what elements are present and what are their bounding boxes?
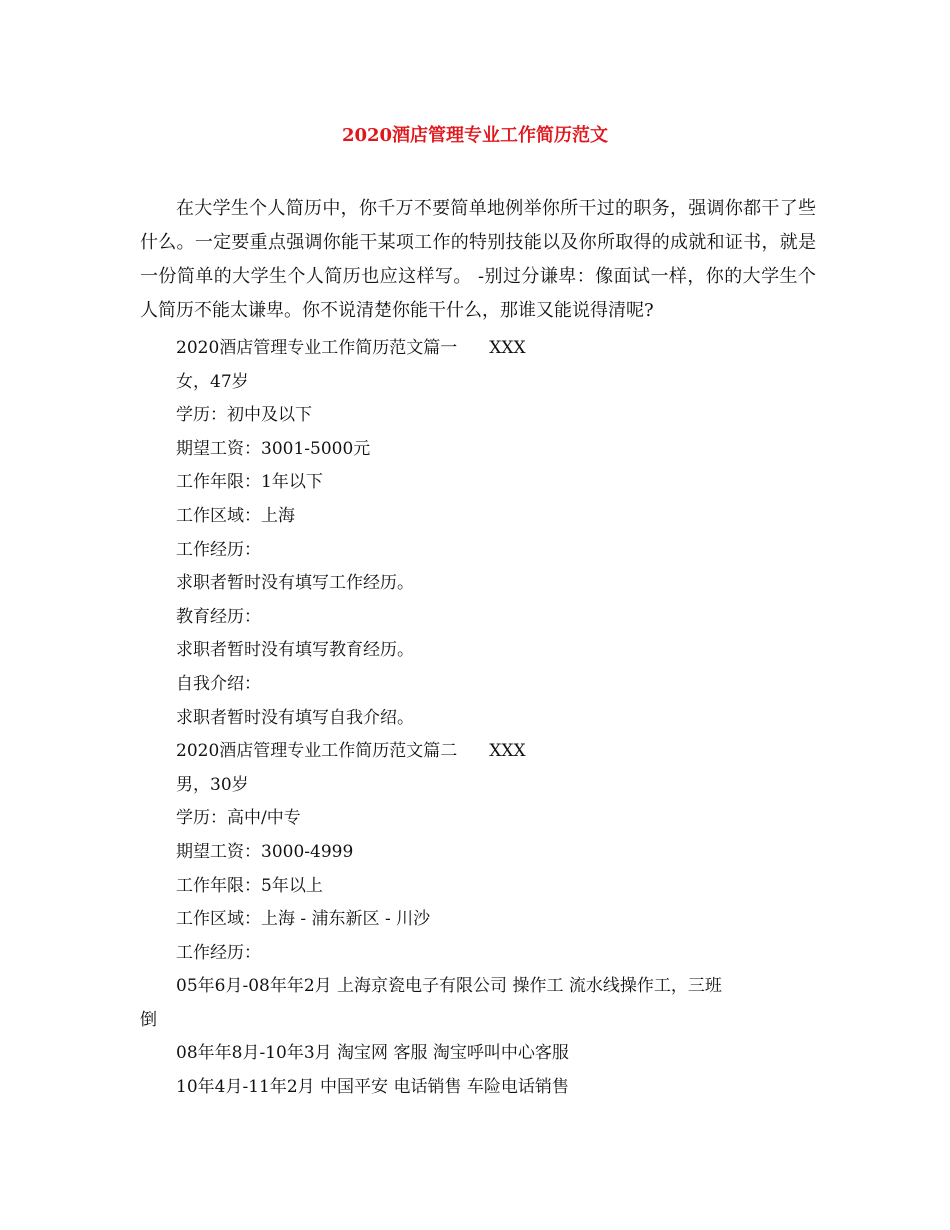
resume1-education: 学历：初中及以下: [176, 405, 312, 426]
resume1-gender-age: 女，47岁: [176, 371, 249, 392]
resume1-edu-label: 教育经历：: [176, 606, 261, 627]
resume2-job3: 10年4月-11年2月 中国平安 电话销售 车险电话销售: [176, 1077, 569, 1098]
resume1-self-label: 自我介绍：: [176, 673, 261, 694]
resume2-job1-line1: 05年6月-08年年2月 上海京瓷电子有限公司 操作工 流水线操作工，三班: [176, 976, 722, 997]
resume2-heading-line: [176, 735, 816, 769]
resume1-salary: 期望工资：3001-5000元: [176, 438, 371, 459]
resume2-years: 工作年限：5年以上: [176, 875, 323, 896]
resume2-salary: 期望工资：3000-4999: [176, 841, 354, 862]
resume1-years: 工作年限：1年以下: [176, 472, 323, 493]
resume-lines: [140, 332, 816, 1105]
resume1-self-text: 求职者暂时没有填写自我介绍。: [176, 707, 414, 728]
resume2-name: XXX: [489, 741, 526, 762]
resume2-job2: 08年年8月-10年3月 淘宝网 客服 淘宝呼叫中心客服: [176, 1043, 569, 1064]
resume1-heading-line: [176, 332, 816, 366]
resume1-work-label: 工作经历：: [176, 539, 261, 560]
resume1-name: XXX: [489, 338, 526, 358]
intro-paragraph: 在大学生个人简历中，你千万不要简单地例举你所干过的职务，强调你都干了些什么。一定要重点强调你能干某项工作的特别技能以及你所取得的成就和证书，就是一份简单的大学生个人简历也应这样写。 -别过分谦卑：像面试一样，你的大学生个人简历不能太谦卑。你不说清楚你能干什么，那谁又能说得清呢?: [140, 198, 816, 321]
resume2-job1-line2: 倒: [140, 1009, 157, 1030]
resume2-work-label: 工作经历：: [176, 942, 261, 963]
resume1-edu-text: 求职者暂时没有填写教育经历。: [176, 640, 414, 661]
resume1-work-text: 求职者暂时没有填写工作经历。: [176, 573, 414, 594]
resume1-area: 工作区域：上海: [176, 505, 295, 526]
resume2-education: 学历：高中/中专: [176, 808, 301, 829]
resume2-area: 工作区域：上海 - 浦东新区 - 川沙: [176, 909, 431, 930]
resume2-gender-age: 男，30岁: [176, 774, 249, 795]
document-title: 2020酒店管理专业工作简历范文: [341, 125, 609, 146]
resume1-heading: 2020酒店管理专业工作简历范文篇一: [176, 338, 458, 358]
resume2-heading: 2020酒店管理专业工作简历范文篇二: [176, 741, 458, 762]
